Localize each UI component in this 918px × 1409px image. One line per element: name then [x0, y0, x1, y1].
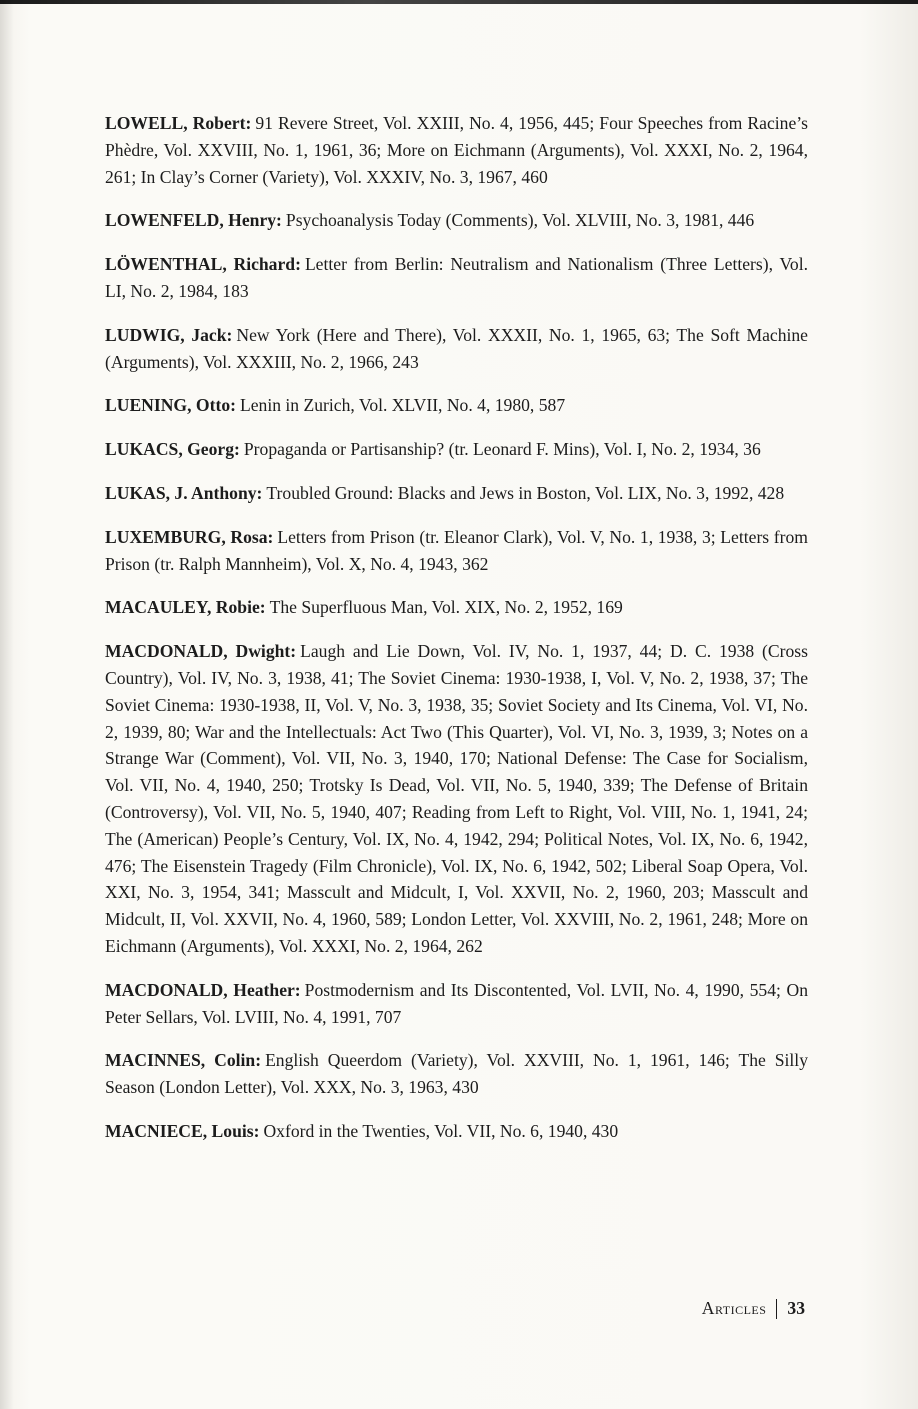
footer-divider — [776, 1299, 777, 1319]
entry-author: MACINNES, Colin: — [105, 1050, 262, 1071]
entry-text: Postmodernism and Its Discontented, Vol. LVII, No. 4, 1990, 554; On Peter Sellars, Vol. LVIII, No. 4, 1991, 707 — [105, 979, 808, 1027]
entry-author: LUENING, Otto: — [105, 395, 236, 416]
entry-author: MACDONALD, Dwight: — [105, 641, 297, 662]
index-entry — [105, 110, 808, 190]
entry-text: Psychoanalysis Today (Comments), Vol. XLVIII, No. 3, 1981, 446 — [285, 210, 755, 231]
index-entry — [105, 638, 808, 960]
index-entry — [105, 392, 808, 419]
entry-author: LÖWENTHAL, Richard: — [105, 254, 301, 275]
entry-text: Laugh and Lie Down, Vol. IV, No. 1, 1937, 44; D. C. 1938 (Cross Country), Vol. IV, No. 3, 1938, 41; The Soviet Cinema: 1930-1938, I, Vol. V, No. 2, 1938, 37; The Soviet Cinema: 1930-1938, II, Vol. V, No. 3, 1938, 35; Soviet Society and Its Cinema, Vol. VI, No. 2, 1939, 80; War and the Intellectuals: Act Two (This Quarter), Vol. VI, No. 3, 1939, 3; Notes on a Strange War (Comment), Vol. VII, No. 3, 1940, 170; National Defense: The Case for Socialism, Vol. VII, No. 4, 1940, 250; Trotsky Is Dead, Vol. VII, No. 5, 1940, 339; The Defense of Britain (Controversy), Vol. VII, No. 5, 1940, 407; Reading from Left to Right, Vol. VIII, No. 1, 1941, 24; The (American) People’s Century, Vol. IX, No. 4, 1942, 294; Political Notes, Vol. IX, No. 6, 1942, 476; The Eisenstein Tragedy (Film Chronicle), Vol. IX, No. 6, 1942, 502; Liberal Soap Opera, Vol. XXI, No. 3, 1954, 341; Masscult and Midcult, I, Vol. XXVII, No. 2, 1960, 203; Masscult and Midcult, II, Vol. XXVII, No. 4, 1960, 589; London Letter, Vol. XXVIII, No. 2, 1961, 248; More on Eichmann (Arguments), Vol. XXXI, No. 2, 1964, 262 — [105, 641, 808, 956]
entry-author: LOWELL, Robert: — [105, 113, 252, 133]
entry-text: Troubled Ground: Blacks and Jews in Boston, Vol. LIX, No. 3, 1992, 428 — [266, 482, 785, 503]
section-title: Articles — [701, 1298, 767, 1318]
index-entry — [105, 322, 808, 376]
entry-author: LOWENFELD, Henry: — [105, 210, 282, 231]
entry-author: LUXEMBURG, Rosa: — [105, 526, 274, 547]
entry-author: LUDWIG, Jack: — [105, 324, 233, 345]
entry-text: Letters from Prison (tr. Eleanor Clark), Vol. V, No. 1, 1938, 3; Letters from Prison (tr. Ralph Mannheim), Vol. X, No. 4, 1943, 362 — [105, 526, 808, 574]
top-edge — [0, 0, 918, 4]
entry-text: The Superfluous Man, Vol. XIX, No. 2, 1952, 169 — [269, 597, 623, 618]
entry-text: 91 Revere Street, Vol. XXIII, No. 4, 1956, 445; Four Speeches from Racine’s Phèdre, Vol. XXVIII, No. 1, 1961, 36; More on Eichmann (Arguments), Vol. XXXI, No. 2, 1964, 261; In Clay’s Corner (Variety), Vol. XXXIV, No. 3, 1967, 460 — [105, 113, 808, 187]
index-entry — [105, 480, 808, 507]
index-entry — [105, 436, 808, 463]
entry-text: Oxford in the Twenties, Vol. VII, No. 6, 1940, 430 — [263, 1120, 619, 1141]
spine-shadow — [0, 0, 14, 1409]
index-entry — [105, 977, 808, 1031]
entry-author: MACAULEY, Robie: — [105, 597, 266, 618]
index-entry — [105, 594, 808, 621]
entry-author: MACNIECE, Louis: — [105, 1120, 260, 1141]
index-entry — [105, 251, 808, 305]
entry-author: LUKAS, J. Anthony: — [105, 482, 263, 503]
entry-text: Letter from Berlin: Neutralism and Nationalism (Three Letters), Vol. LI, No. 2, 1984, 183 — [105, 254, 808, 301]
entry-author: LUKACS, Georg: — [105, 439, 240, 460]
entry-text: Lenin in Zurich, Vol. XLVII, No. 4, 1980, 587 — [239, 395, 566, 416]
index-entry — [105, 207, 808, 234]
page-footer — [702, 1298, 805, 1319]
entry-text: Propaganda or Partisanship? (tr. Leonard F. Mins), Vol. I, No. 2, 1934, 36 — [243, 439, 761, 460]
index-entries — [105, 110, 808, 1162]
entry-text: New York (Here and There), Vol. XXXII, No. 1, 1965, 63; The Soft Machine (Arguments), Vol. XXXIII, No. 2, 1966, 243 — [105, 324, 808, 372]
index-entry — [105, 524, 808, 578]
index-entry — [105, 1118, 808, 1145]
entry-author: MACDONALD, Heather: — [105, 979, 301, 1000]
page-number: 33 — [787, 1298, 805, 1318]
index-entry — [105, 1047, 808, 1101]
entry-text: English Queerdom (Variety), Vol. XXVIII, No. 1, 1961, 146; The Silly Season (London Letter), Vol. XXX, No. 3, 1963, 430 — [105, 1050, 808, 1098]
